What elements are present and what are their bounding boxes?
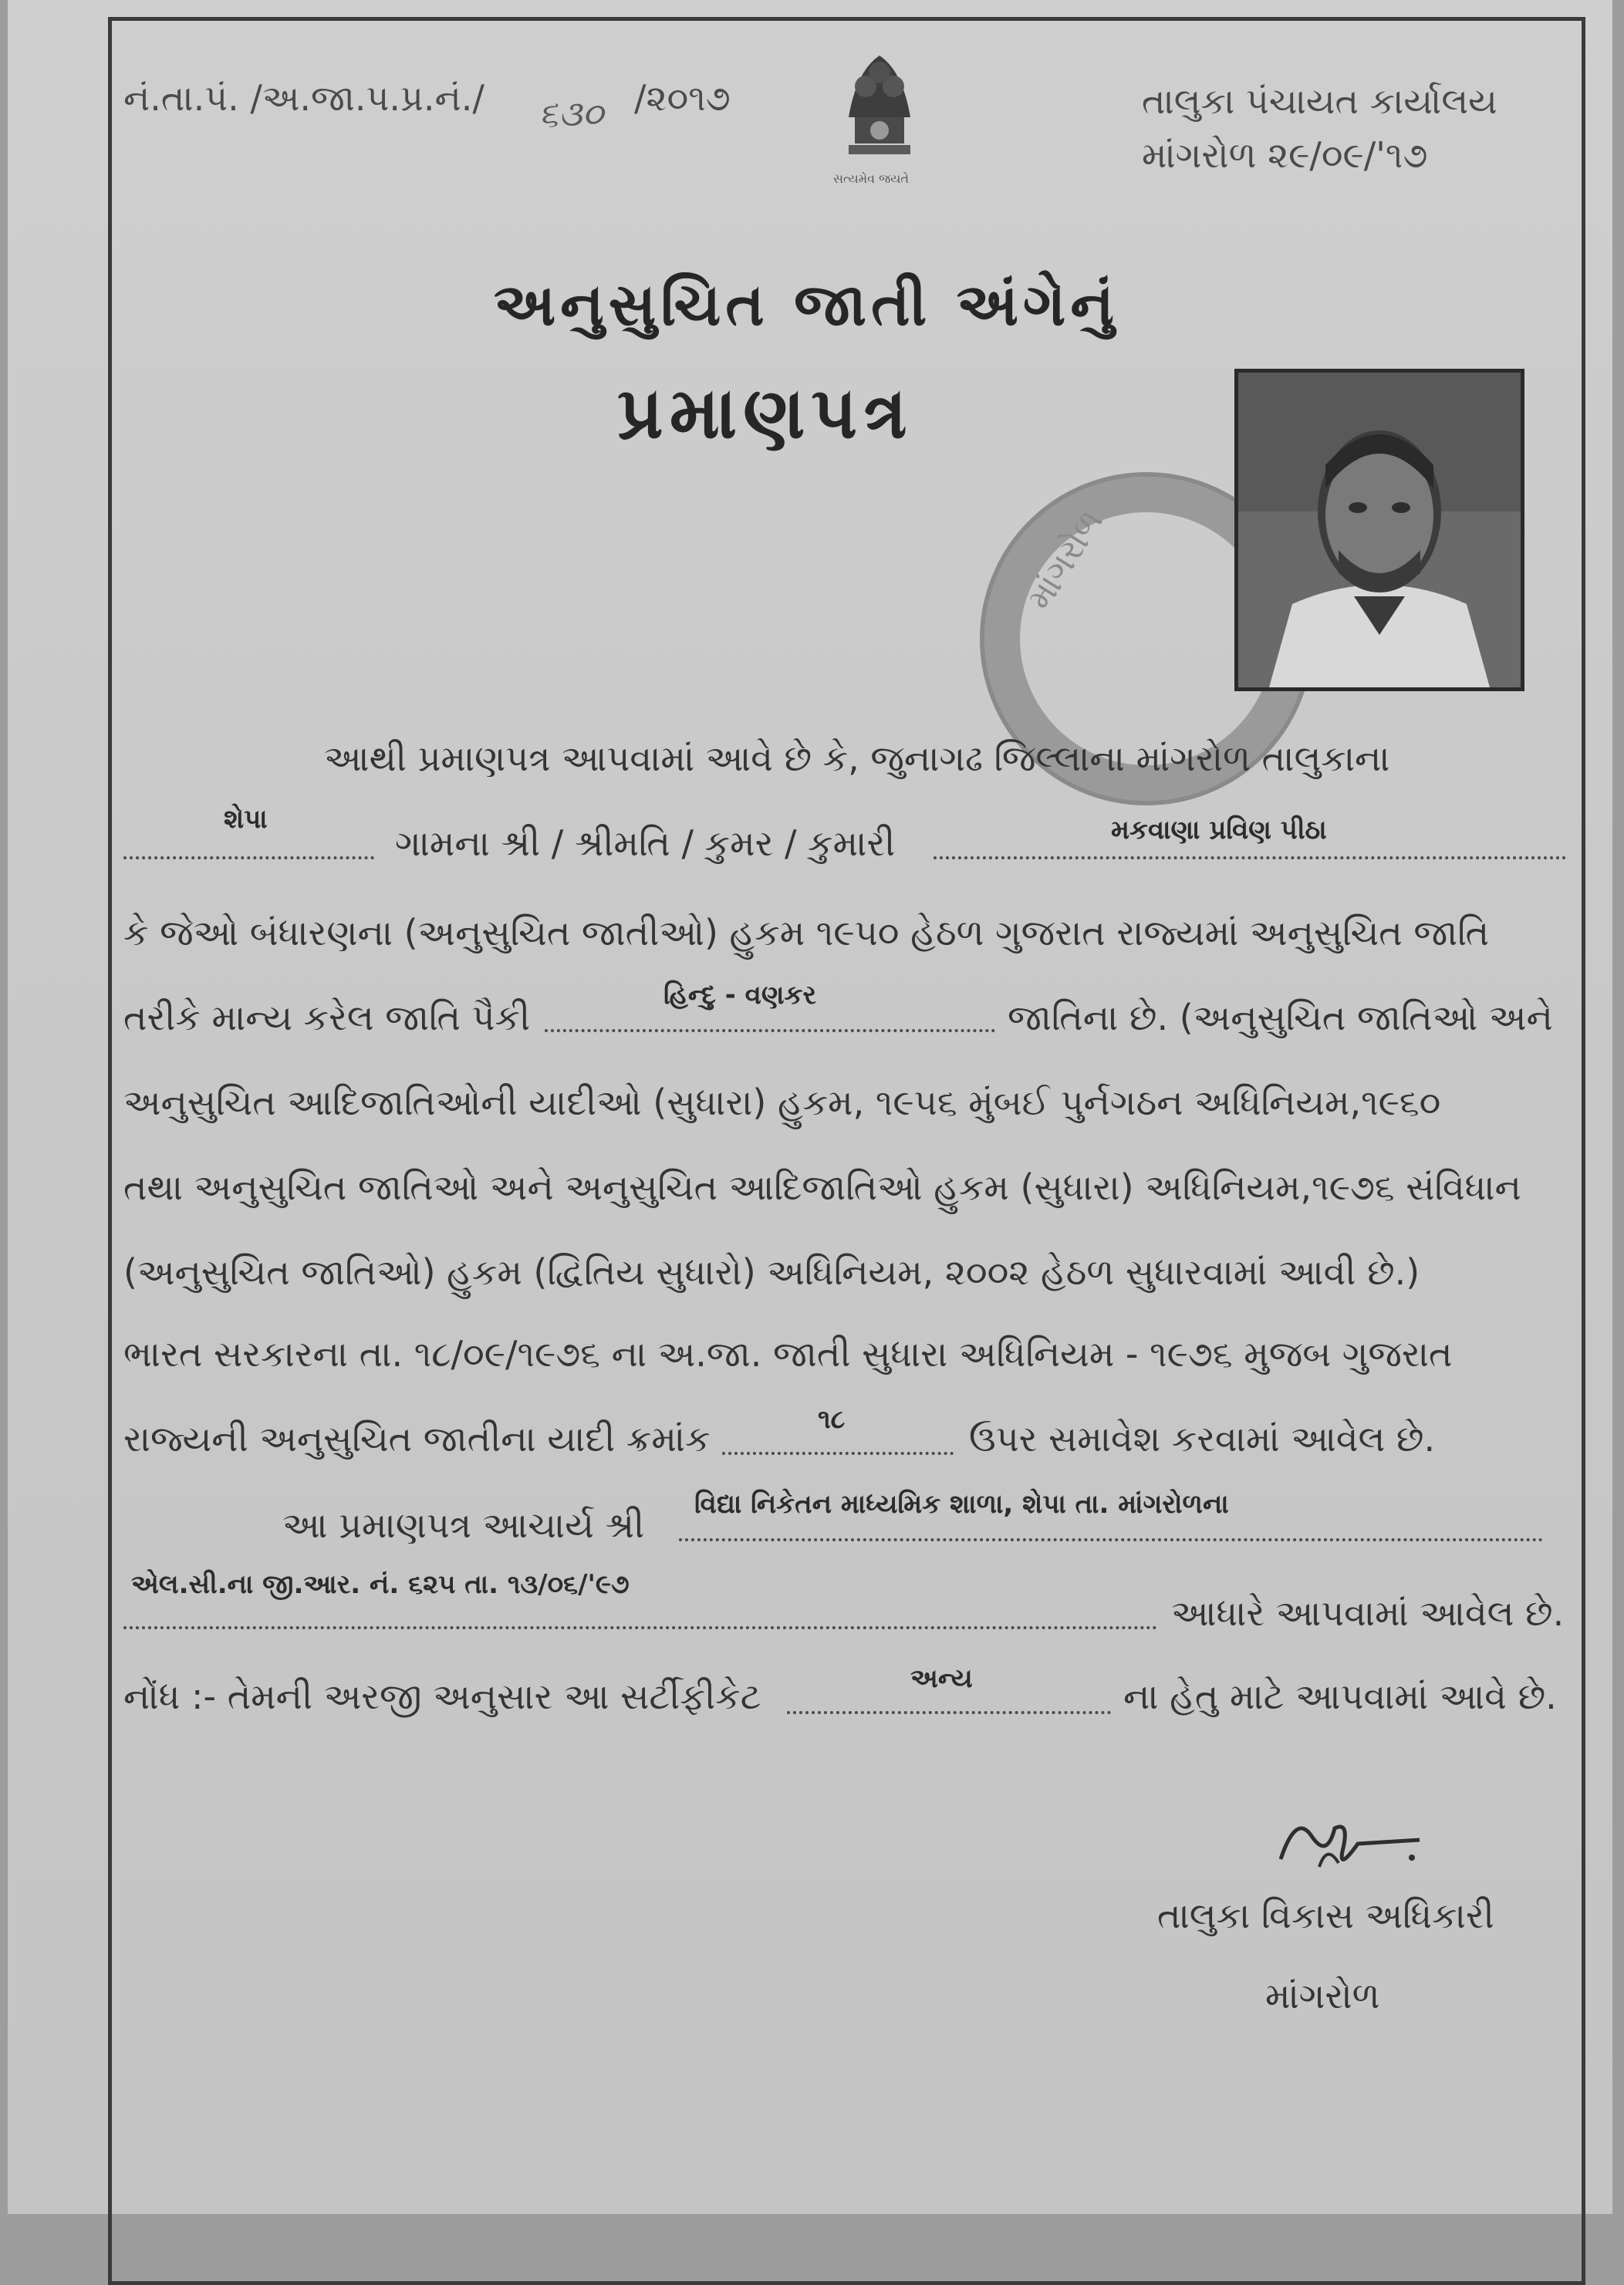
list-number: ૧૮	[818, 1404, 846, 1435]
body-line-3: કે જેઓ બંધારણના (અનુસુચિત જાતીઓ) હુકમ ૧૯૫૦ હેઠળ ગુજરાત રાજ્યમાં અનુસુચિત જાતિ	[123, 912, 1490, 953]
reference-prefix: નં.તા.પં. /અ.જા.પ.પ્ર.નં./	[123, 77, 484, 119]
list-number-blank	[722, 1452, 954, 1455]
applicant-photo	[1234, 369, 1524, 691]
national-emblem-icon	[826, 40, 934, 187]
village-blank	[123, 856, 374, 859]
body-line-4-end: જાતિના છે. (અનુસુચિત જાતિઓ અને	[1008, 997, 1553, 1038]
body-line-2: ગામના શ્રી / શ્રીમતિ / કુમર / કુમારી	[395, 822, 896, 864]
body-line-1: આથી પ્રમાણપત્ર આપવામાં આવે છે કે, જુનાગઢ જિલ્લાના માંગરોળ તાલુકાના	[324, 737, 1390, 779]
school-blank	[679, 1538, 1543, 1541]
signatory-place: માંગરોળ	[1265, 1975, 1380, 2017]
caste-blank	[545, 1029, 995, 1032]
note-start: નોંધ :- તેમની અરજી અનુસાર આ સર્ટીફીકેટ	[123, 1676, 761, 1717]
person-name: મકવાણા પ્રવિણ પીઠા	[1111, 815, 1327, 845]
caste-name: હિન્દુ - વણકર	[663, 980, 817, 1011]
signature-icon	[1265, 1797, 1435, 1882]
body-line-6: તથા અનુસુચિત જાતિઓ અને અનુસુચિત આદિજાતિઓ હુકમ (સુધારા) અધિનિયમ,૧૯૭૬ સંવિધાન	[123, 1166, 1521, 1208]
body-line-9-end: ઉપર સમાવેશ કરવામાં આવેલ છે.	[969, 1418, 1436, 1460]
village-name: શેપા	[224, 804, 268, 835]
purpose-blank	[787, 1711, 1111, 1714]
body-line-9-start: રાજ્યની અનુસુચિત જાતીના યાદી ક્રમાંક	[123, 1418, 711, 1460]
signatory-designation: તાલુકા વિકાસ અધિકારી	[1157, 1895, 1494, 1936]
reference-number: ૬૩૦	[539, 93, 604, 134]
body-line-10-start: આ પ્રમાણપત્ર આચાર્ય શ્રી	[282, 1504, 645, 1546]
place-and-date: માંગરોળ ૨૯/૦૯/'૧૭	[1142, 134, 1428, 176]
school-name: વિદ્યા નિકેતન માધ્યમિક શાળા, શેપા તા. માંગરોળના	[694, 1489, 1229, 1520]
name-blank	[934, 856, 1566, 859]
body-line-8: ભારત સરકારના તા. ૧૮/૦૯/૧૯૭૬ ના અ.જા. જાતી સુધારા અધિનિયમ - ૧૯૭૬ મુજબ ગુજરાત	[123, 1333, 1453, 1375]
body-line-4-start: તરીકે માન્ય કરેલ જાતિ પૈકી	[123, 997, 531, 1038]
purpose: અન્ય	[910, 1663, 973, 1694]
body-line-11-end: આધારે આપવામાં આવેલ છે.	[1171, 1592, 1565, 1634]
emblem-caption: સત્યમેવ જયતે	[833, 171, 909, 186]
seal-text: માંગરોળ	[1019, 502, 1112, 617]
certificate-border	[108, 17, 1585, 2285]
certificate-subtitle: પ્રમાણપત્ર	[617, 372, 913, 454]
body-line-5: અનુસુચિત આદિજાતિઓની યાદીઓ (સુધારા) હુકમ, ૧૯૫૬ મુંબઈ પુર્નગઠન અધિનિયમ,૧૯૬૦	[123, 1082, 1441, 1123]
note-end: ના હેતુ માટે આપવામાં આવે છે.	[1123, 1676, 1557, 1717]
certificate-title: અનુસુચિત જાતી અંગેનું	[494, 270, 1119, 339]
reference-blank	[123, 1626, 1157, 1629]
reference-year: /૨૦૧૭	[634, 77, 731, 119]
body-line-7: (અનુસુચિત જાતિઓ) હુકમ (દ્વિતિય સુધારો) અધિનિયમ, ૨૦૦૨ હેઠળ સુધારવામાં આવી છે.)	[123, 1251, 1420, 1293]
leaving-certificate-reference: એલ.સી.ના જી.આર. નં. ૬૨૫ તા. ૧૩/૦૬/'૯૭	[131, 1569, 630, 1600]
office-name: તાલુકા પંચાયત કાર્યાલય	[1142, 80, 1497, 122]
